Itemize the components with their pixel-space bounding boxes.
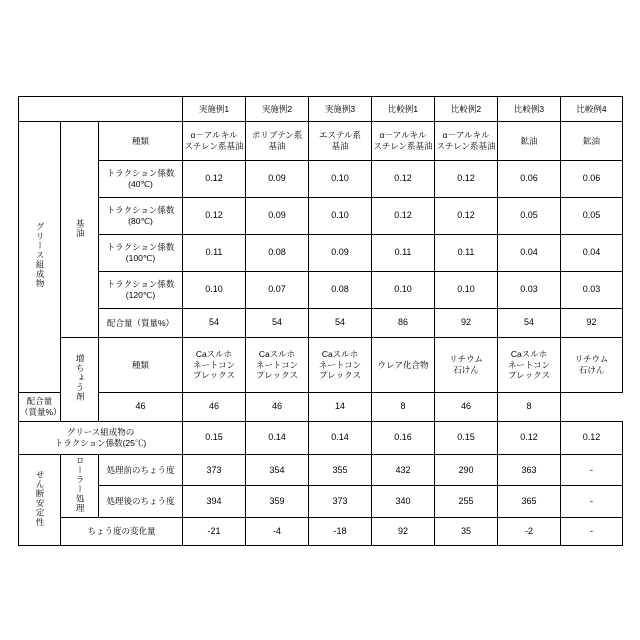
row-traction-40 [19,161,623,198]
cell-traction-120-1: 0.07 [246,272,309,309]
row-penetration-change [19,517,623,545]
cell-penetration-change-4: 35 [435,517,498,545]
cell-traction-40-2: 0.10 [309,161,372,198]
cell-penetration-change-1: -4 [246,517,309,545]
cell-traction-80-4: 0.12 [435,198,498,235]
cell-traction-120-3: 0.10 [372,272,435,309]
cell-penetration-change-5: -2 [498,517,561,545]
row-label-thickener-amount: 配合量（質量%） [19,393,61,422]
header-blank-1 [19,97,61,122]
cell-thickener-amount-3: 14 [309,393,372,422]
row-traction-120 [19,272,623,309]
cell-thickener-amount-6: 8 [498,393,561,422]
row-base-oil-kind [19,122,623,161]
cell-grease-traction-5: 0.12 [498,422,561,455]
cell-traction-100-1: 0.08 [246,235,309,272]
cell-traction-80-0: 0.12 [183,198,246,235]
row-label-traction-40-sub: (40℃) [128,179,153,189]
cell-thickener-kind-2: Caスルホ ネートコン プレックス [309,338,372,393]
cell-base-oil-kind-0: α－アルキル スチレン系基油 [183,122,246,161]
row-label-grease-traction-sub: トラクション係数(25℃) [54,438,147,448]
cell-traction-80-3: 0.12 [372,198,435,235]
cell-base-oil-kind-3: α－アルキル スチレン系基油 [372,122,435,161]
row-label-traction-100 [99,235,183,272]
row-label-traction-80 [99,198,183,235]
cell-grease-traction-0: 0.15 [183,422,246,455]
cell-thickener-amount-4: 8 [372,393,435,422]
cell-base-oil-amount-0: 54 [183,309,246,338]
cell-thickener-kind-0: Caスルホ ネートコン プレックス [183,338,246,393]
cell-base-oil-amount-4: 92 [435,309,498,338]
cell-thickener-kind-6: リチウム 石けん [561,338,623,393]
cell-before-treatment-0: 373 [183,455,246,486]
cell-base-oil-kind-4: α－アルキル スチレン系基油 [435,122,498,161]
cell-traction-40-5: 0.06 [498,161,561,198]
cell-penetration-change-0: -21 [183,517,246,545]
cell-traction-80-6: 0.05 [561,198,623,235]
header-blank-3 [99,97,183,122]
row-label-traction-100-main: トラクション係数 [106,242,175,253]
column-header-6: 比較例4 [561,97,623,122]
cell-thickener-amount-0: 46 [99,393,183,422]
cell-traction-40-0: 0.12 [183,161,246,198]
group-label-shear-stability [19,455,61,546]
cell-grease-traction-4: 0.15 [435,422,498,455]
row-label-traction-80-main: トラクション係数 [106,205,175,216]
grease-comparison-table [18,96,623,546]
cell-base-oil-amount-2: 54 [309,309,372,338]
cell-traction-120-2: 0.08 [309,272,372,309]
row-label-base-oil-amount: 配合量（質量%） [99,309,183,338]
cell-traction-100-0: 0.11 [183,235,246,272]
cell-base-oil-amount-3: 86 [372,309,435,338]
column-header-5: 比較例3 [498,97,561,122]
cell-grease-traction-6: 0.12 [561,422,623,455]
group-label-base-oil-text: 基油 [75,218,86,238]
cell-traction-80-5: 0.05 [498,198,561,235]
row-base-oil-amount [19,309,623,338]
cell-base-oil-kind-6: 鉱油 [561,122,623,161]
cell-traction-80-2: 0.10 [309,198,372,235]
grease-comparison-table-container [18,96,622,546]
cell-thickener-kind-3: ウレア化合物 [372,338,435,393]
group-label-shear-stability-text: せん断安定性 [35,470,46,527]
cell-traction-100-2: 0.09 [309,235,372,272]
cell-base-oil-amount-1: 54 [246,309,309,338]
cell-before-treatment-4: 290 [435,455,498,486]
cell-before-treatment-2: 355 [309,455,372,486]
cell-grease-traction-3: 0.16 [372,422,435,455]
row-label-penetration-change: ちょう度の変化量 [61,517,183,545]
cell-traction-100-3: 0.11 [372,235,435,272]
row-label-traction-100-sub: (100℃) [125,253,156,263]
cell-after-treatment-5: 365 [498,486,561,517]
cell-grease-traction-2: 0.14 [309,422,372,455]
row-label-traction-120-main: トラクション係数 [106,279,175,290]
group-label-roller-test [61,455,99,518]
row-thickener-amount [19,393,623,422]
row-label-traction-40-main: トラクション係数 [106,168,175,179]
row-label-thickener-kind: 種類 [99,338,183,393]
cell-traction-120-6: 0.03 [561,272,623,309]
cell-traction-40-6: 0.06 [561,161,623,198]
cell-before-treatment-3: 432 [372,455,435,486]
cell-after-treatment-6: - [561,486,623,517]
row-grease-traction-25 [19,422,623,455]
cell-thickener-kind-5: Caスルホ ネートコン プレックス [498,338,561,393]
row-thickener-kind [19,338,623,393]
row-before-treatment [19,455,623,486]
column-header-1: 実施例2 [246,97,309,122]
cell-traction-100-6: 0.04 [561,235,623,272]
cell-grease-traction-1: 0.14 [246,422,309,455]
column-header-0: 実施例1 [183,97,246,122]
cell-traction-40-4: 0.12 [435,161,498,198]
row-traction-100 [19,235,623,272]
cell-traction-120-0: 0.10 [183,272,246,309]
row-label-grease-traction-main: グリース組成物の [66,427,135,438]
cell-penetration-change-2: -18 [309,517,372,545]
cell-before-treatment-6: - [561,455,623,486]
row-label-before-treatment: 処理前のちょう度 [99,455,183,486]
header-blank-2 [61,97,99,122]
cell-thickener-amount-1: 46 [183,393,246,422]
cell-after-treatment-2: 373 [309,486,372,517]
cell-penetration-change-3: 92 [372,517,435,545]
row-label-grease-traction [19,422,183,455]
cell-base-oil-amount-6: 92 [561,309,623,338]
cell-traction-40-1: 0.09 [246,161,309,198]
cell-before-treatment-5: 363 [498,455,561,486]
cell-traction-120-5: 0.03 [498,272,561,309]
cell-traction-80-1: 0.09 [246,198,309,235]
group-label-composition-text: グリース組成物 [35,222,46,289]
cell-after-treatment-1: 359 [246,486,309,517]
row-after-treatment [19,486,623,517]
column-header-2: 実施例3 [309,97,372,122]
cell-after-treatment-0: 394 [183,486,246,517]
cell-traction-120-4: 0.10 [435,272,498,309]
row-label-traction-80-sub: (80℃) [128,216,153,226]
column-header-3: 比較例1 [372,97,435,122]
group-label-thickener [61,338,99,422]
cell-base-oil-kind-5: 鉱油 [498,122,561,161]
row-label-kind: 種類 [99,122,183,161]
cell-thickener-kind-1: Caスルホ ネートコン プレックス [246,338,309,393]
cell-thickener-kind-4: リチウム 石けん [435,338,498,393]
cell-traction-100-5: 0.04 [498,235,561,272]
cell-after-treatment-3: 340 [372,486,435,517]
row-traction-80 [19,198,623,235]
column-header-4: 比較例2 [435,97,498,122]
cell-penetration-change-6: - [561,517,623,545]
row-label-after-treatment: 処理後のちょう度 [99,486,183,517]
cell-traction-40-3: 0.12 [372,161,435,198]
cell-base-oil-amount-5: 54 [498,309,561,338]
row-label-traction-120-sub: (120℃) [125,290,156,300]
cell-before-treatment-1: 354 [246,455,309,486]
row-label-traction-40 [99,161,183,198]
cell-traction-100-4: 0.11 [435,235,498,272]
row-label-traction-120 [99,272,183,309]
group-label-base-oil [61,122,99,338]
cell-thickener-amount-5: 46 [435,393,498,422]
cell-base-oil-kind-2: エステル系 基油 [309,122,372,161]
cell-thickener-amount-2: 46 [246,393,309,422]
group-label-composition [19,122,61,393]
group-label-roller-test-text: ローラー処理 [75,456,86,513]
cell-after-treatment-4: 255 [435,486,498,517]
group-label-thickener-text: 増ちょう剤 [75,354,86,402]
table-header-row [19,97,623,122]
cell-base-oil-kind-1: ポリブテン系 基油 [246,122,309,161]
